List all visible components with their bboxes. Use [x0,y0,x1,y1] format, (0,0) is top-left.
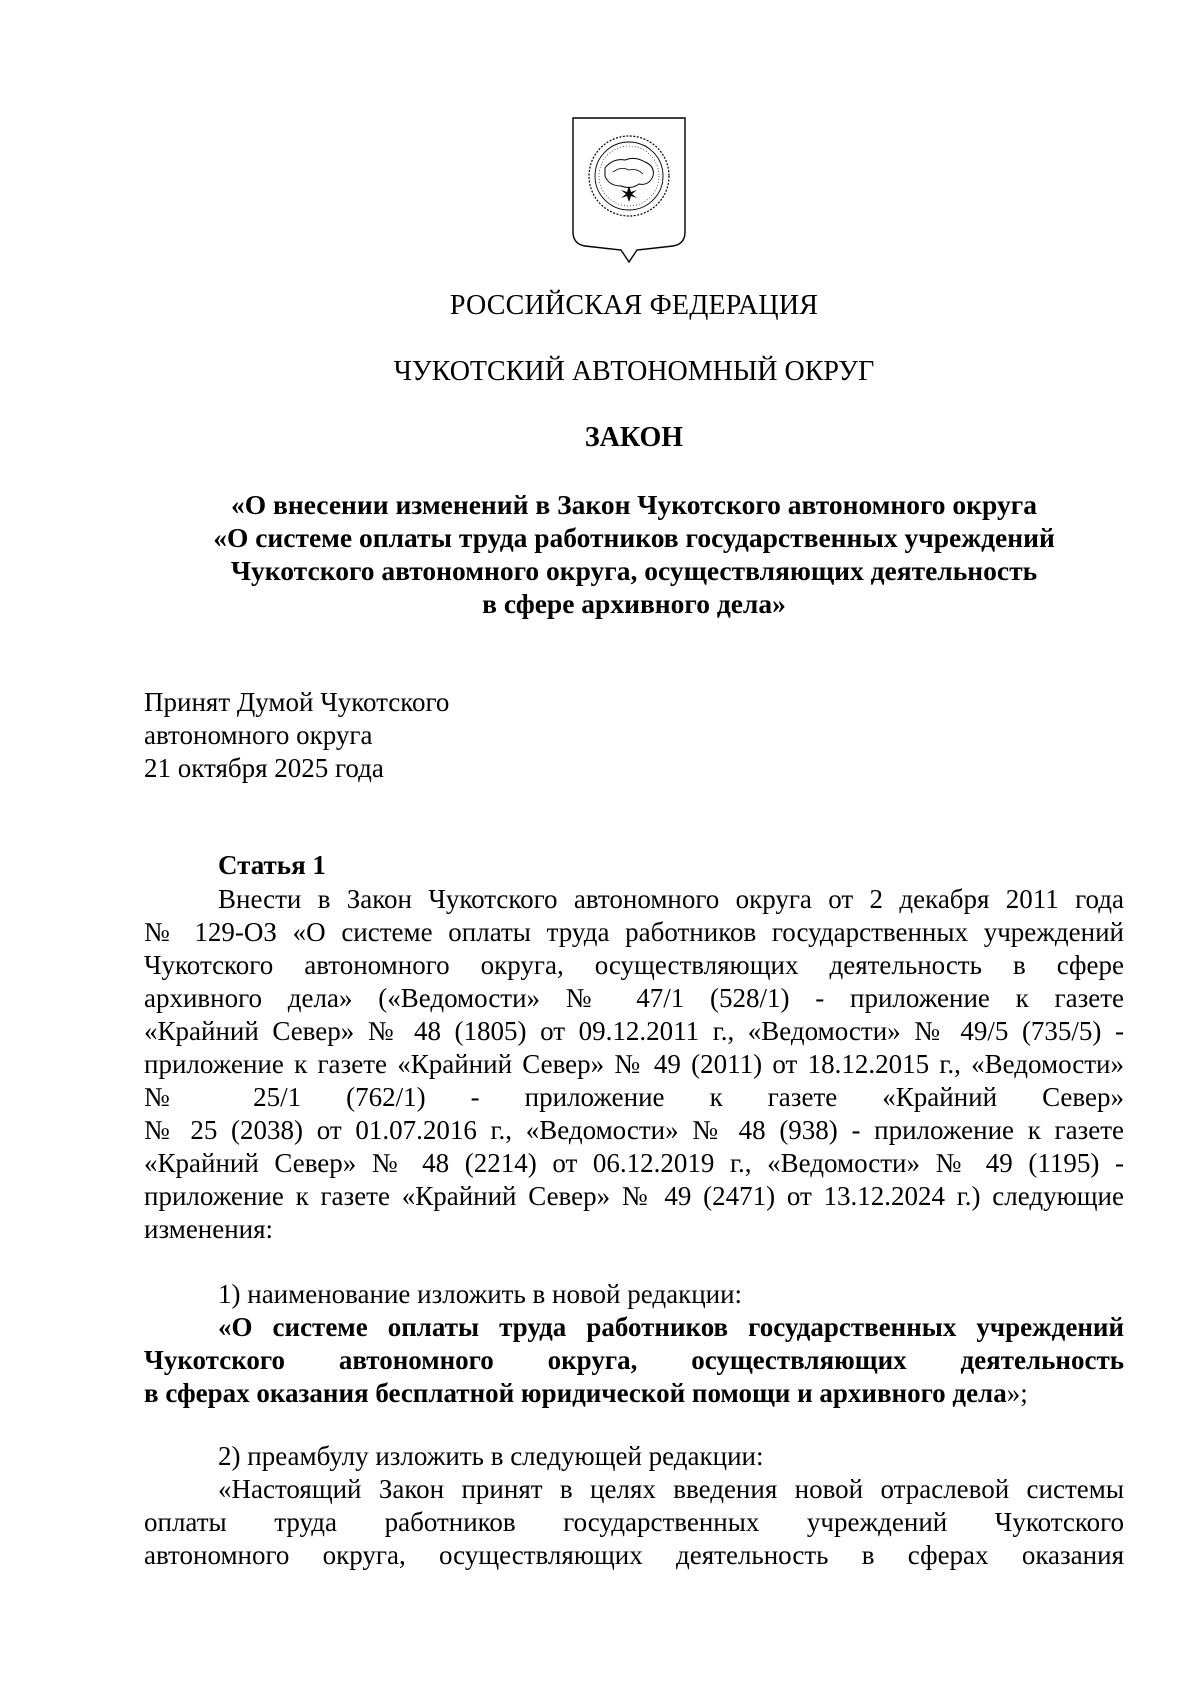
item-2-line: автономного округа, осуществляющих деятельность в сферах оказания [144,1540,1124,1570]
law-title-line: «О внесении изменений в Закон Чукотского автономного округа [231,489,1037,520]
document-type-heading: ЗАКОН [584,422,684,453]
law-title-line: «О системе оплаты труда работников государственных учреждений [213,522,1055,553]
paragraph-line: архивного дела» («Ведомости» № 47/1 (528/1) - приложение к газете [144,983,1124,1013]
article-intro-paragraph [144,883,1124,1246]
paragraph-line: изменения: [144,1214,274,1244]
law-title-line: Чукотского автономного округа, осуществляющих деятельность [230,555,1038,586]
adoption-note-line: 21 октября 2025 года [144,753,384,783]
region-heading: ЧУКОТСКИЙ АВТОНОМНЫЙ ОКРУГ [393,356,875,387]
item-1-intro: 1) наименование изложить в новой редакции: [218,1279,743,1309]
adoption-note-line: автономного округа [144,720,373,750]
paragraph-line: «Крайний Север» № 48 (2214) от 06.12.2019 г., «Ведомости» № 49 (1195) - [144,1148,1124,1178]
law-title-line: в сфере архивного дела» [482,588,786,619]
item-1-line: в сферах оказания бесплатной юридической помощи и архивного дела [144,1378,1007,1408]
item-2 [144,1440,1124,1572]
item-2-line: «Настоящий Закон принят в целях введения новой отраслевой системы [218,1474,1124,1504]
item-1-line: «О системе оплаты труда работников государственных учреждений [218,1312,1124,1342]
paragraph-line: № 25 (2038) от 01.07.2016 г., «Ведомости» № 48 (938) - приложение к газете [144,1115,1124,1145]
paragraph-line: «Крайний Север» № 48 (1805) от 09.12.2011 г., «Ведомости» № 49/5 (735/5) - [144,1016,1124,1046]
adoption-note-line: Принят Думой Чукотского [144,687,450,717]
item-2-line: оплаты труда работников государственных учреждений Чукотского [144,1507,1124,1537]
item-1-line: Чукотского автономного округа, осуществляющих деятельность [144,1345,1124,1375]
article-title: Статья 1 [218,850,326,880]
paragraph-line: приложение к газете «Крайний Север» № 49 (2011) от 18.12.2015 г., «Ведомости» [144,1049,1124,1079]
paragraph-line: приложение к газете «Крайний Север» № 49 (2471) от 13.12.2024 г.) следующие [144,1181,1124,1211]
country-heading: РОССИЙСКАЯ ФЕДЕРАЦИЯ [449,290,819,321]
law-title [140,488,1128,620]
item-1-tail: »; [1006,1378,1028,1408]
item-1-last-line [144,1377,1124,1410]
paragraph-line: Чукотского автономного округа, осуществляющих деятельность в сфере [144,950,1124,980]
item-1 [144,1278,1124,1410]
adoption-note [144,686,449,785]
coat-of-arms-emblem [569,114,689,266]
paragraph-line: № 129-ОЗ «О системе оплаты труда работников государственных учреждений [144,917,1124,947]
paragraph-line: № 25/1 (762/1) - приложение к газете «Крайний Север» [144,1082,1124,1112]
item-2-intro: 2) преамбулу изложить в следующей редакции: [218,1441,764,1471]
paragraph-line: Внести в Закон Чукотского автономного округа от 2 декабря 2011 года [218,884,1124,914]
